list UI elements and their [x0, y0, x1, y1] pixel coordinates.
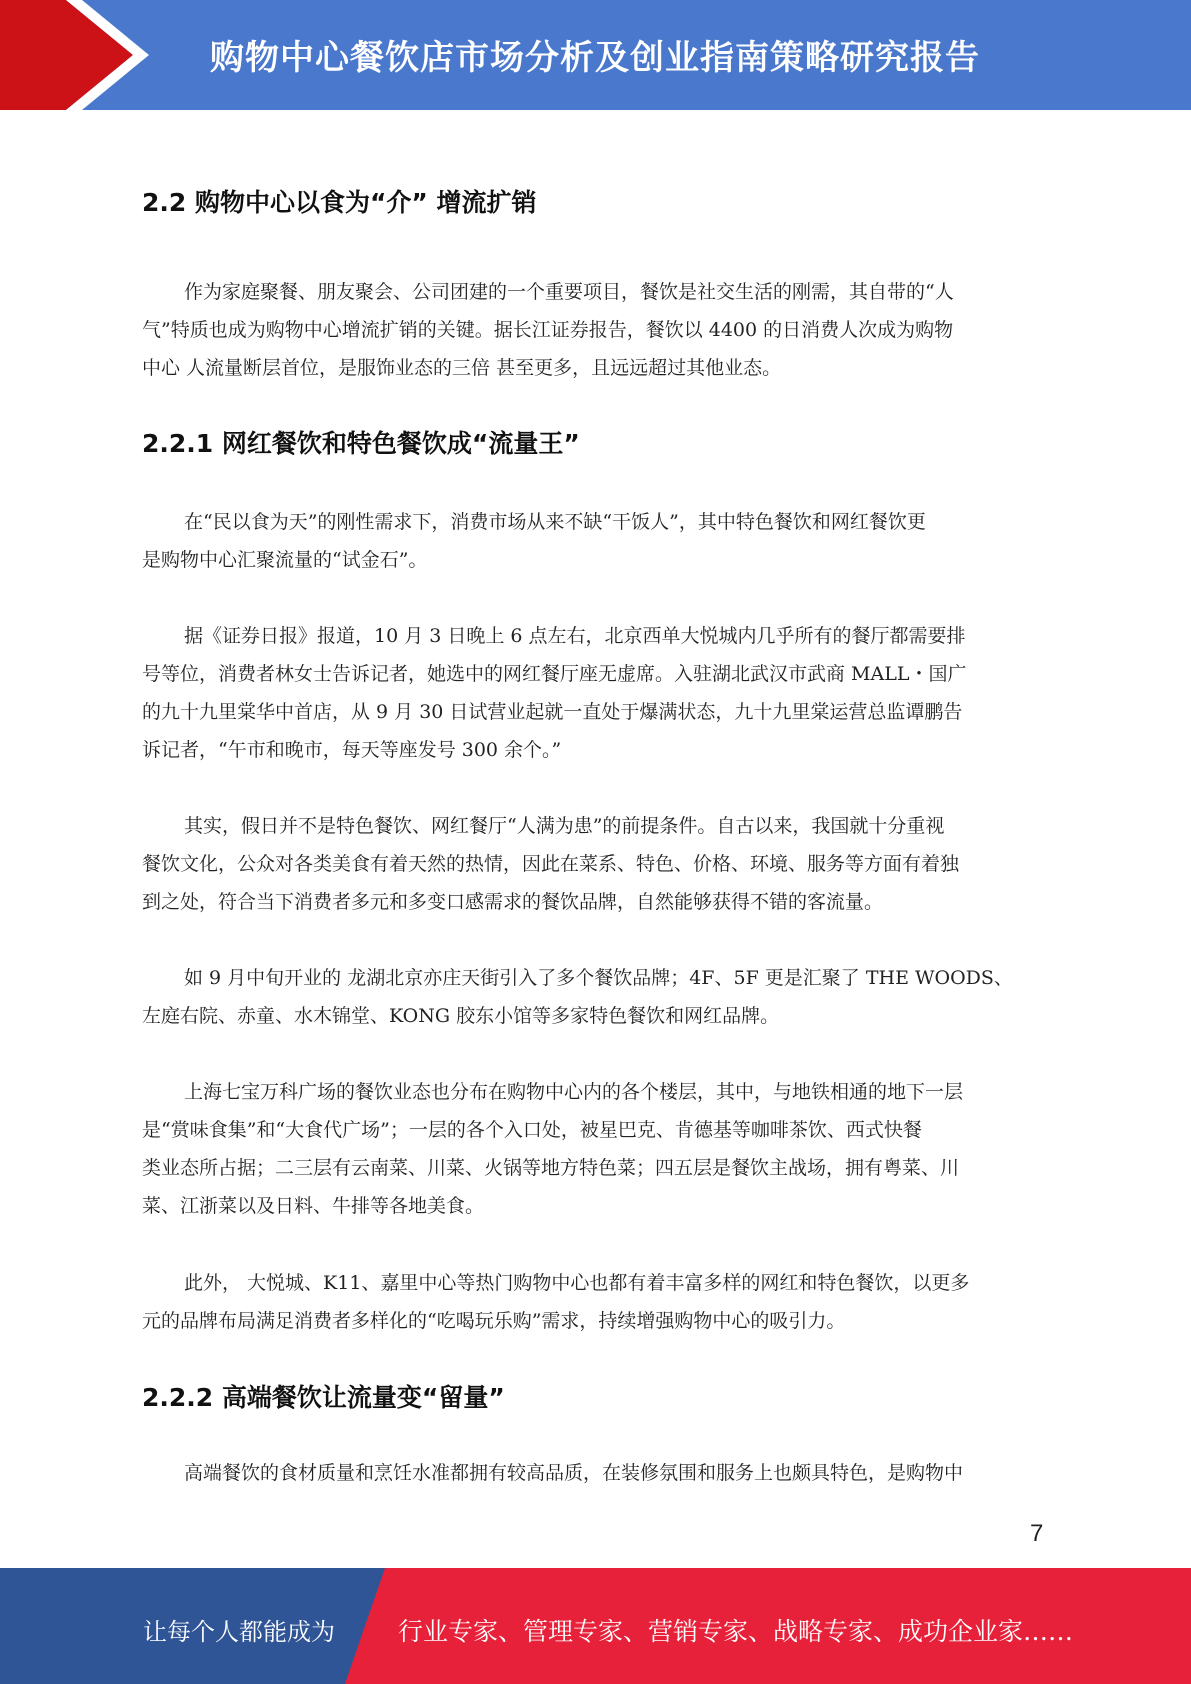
footer-slogan-right: 行业专家、管理专家、营销专家、战略专家、成功企业家…… [398, 1617, 1074, 1646]
header-arrow-graphic [0, 0, 160, 110]
section-heading-2-2-1: 2.2.1 网红餐饮和特色餐饮成“流量王” [142, 429, 580, 458]
paragraph-line: 此外， 大悦城、K11、嘉里中心等热门购物中心也都有着丰富多样的网红和特色餐饮，以更多 [184, 1272, 970, 1294]
paragraph-line: 左庭右院、赤童、水木锦堂、KONG 胶东小馆等多家特色餐饮和网红品牌。 [142, 1005, 780, 1027]
paragraph-7 [142, 1264, 1047, 1340]
header-red-arrow [0, 0, 133, 110]
paragraph-line: 其实，假日并不是特色餐饮、网红餐厅“人满为患”的前提条件。自古以来，我国就十分重视 [184, 815, 945, 837]
section-heading-2-2-2: 2.2.2 高端餐饮让流量变“留量” [142, 1383, 505, 1412]
paragraph-line: 的九十九里棠华中首店，从 9 月 30 日试营业起就一直处于爆满状态，九十九里棠运营总监谭鹏告 [142, 701, 963, 723]
paragraph-line: 上海七宝万科广场的餐饮业态也分布在购物中心内的各个楼层，其中，与地铁相通的地下一层 [184, 1081, 964, 1103]
paragraph-line: 是购物中心汇聚流量的“试金石”。 [142, 549, 428, 571]
paragraph-4 [142, 807, 1047, 921]
paragraph-6 [142, 1073, 1047, 1225]
paragraph-2 [142, 503, 1047, 579]
footer-slogan-left: 让每个人都能成为 [143, 1618, 335, 1646]
page-number: 7 [1030, 1520, 1044, 1547]
paragraph-5 [142, 959, 1047, 1035]
paragraph-line: 据《证券日报》报道，10 月 3 日晚上 6 点左右，北京西单大悦城内几乎所有的餐厅都需要排 [184, 625, 966, 647]
paragraph-line: 号等位，消费者林女士告诉记者，她选中的网红餐厅座无虚席。入驻湖北武汉市武商 MALL・国广 [142, 663, 967, 685]
paragraph-line: 是“赏味食集”和“大食代广场”；一层的各个入口处，被星巴克、肯德基等咖啡茶饮、西式快餐 [142, 1119, 922, 1141]
paragraph-line: 菜、江浙菜以及日料、牛排等各地美食。 [142, 1195, 485, 1217]
paragraph-line: 如 9 月中旬开业的 龙湖北京亦庄天街引入了多个餐饮品牌；4F、5F 更是汇聚了 THE WOODS、 [184, 967, 1013, 989]
section-heading-2-2: 2.2 购物中心以食为“介” 增流扩销 [142, 188, 537, 217]
paragraph-line: 作为家庭聚餐、朋友聚会、公司团建的一个重要项目，餐饮是社交生活的刚需，其自带的“人 [184, 281, 954, 303]
paragraph-line: 中心 人流量断层首位，是服饰业态的三倍 甚至更多，且远远超过其他业态。 [142, 357, 782, 379]
paragraph-line: 气”特质也成为购物中心增流扩销的关键。据长江证券报告，餐饮以 4400 的日消费人次成为购物 [142, 319, 954, 341]
paragraph-8 [142, 1454, 1047, 1492]
paragraph-3 [142, 617, 1047, 769]
paragraph-line: 餐饮文化，公众对各类美食有着天然的热情，因此在菜系、特色、价格、环境、服务等方面有着独 [142, 853, 960, 875]
paragraph-line: 元的品牌布局满足消费者多样化的“吃喝玩乐购”需求，持续增强购物中心的吸引力。 [142, 1310, 846, 1332]
paragraph-line: 高端餐饮的食材质量和烹饪水准都拥有较高品质，在装修氛围和服务上也颇具特色，是购物中 [184, 1462, 964, 1484]
paragraph-1 [142, 273, 1047, 387]
page-header [0, 0, 1191, 110]
paragraph-line: 诉记者，“午市和晚市，每天等座发号 300 余个。” [142, 739, 562, 761]
report-title: 购物中心餐饮店市场分析及创业指南策略研究报告 [210, 38, 980, 78]
paragraph-line: 到之处，符合当下消费者多元和多变口感需求的餐饮品牌，自然能够获得不错的客流量。 [142, 891, 884, 913]
paragraph-line: 在“民以食为天”的刚性需求下，消费市场从来不缺“干饭人”，其中特色餐饮和网红餐饮更 [184, 511, 926, 533]
paragraph-line: 类业态所占据；二三层有云南菜、川菜、火锅等地方特色菜；四五层是餐饮主战场，拥有粤菜、川 [142, 1157, 960, 1179]
page-footer [0, 1568, 1191, 1684]
